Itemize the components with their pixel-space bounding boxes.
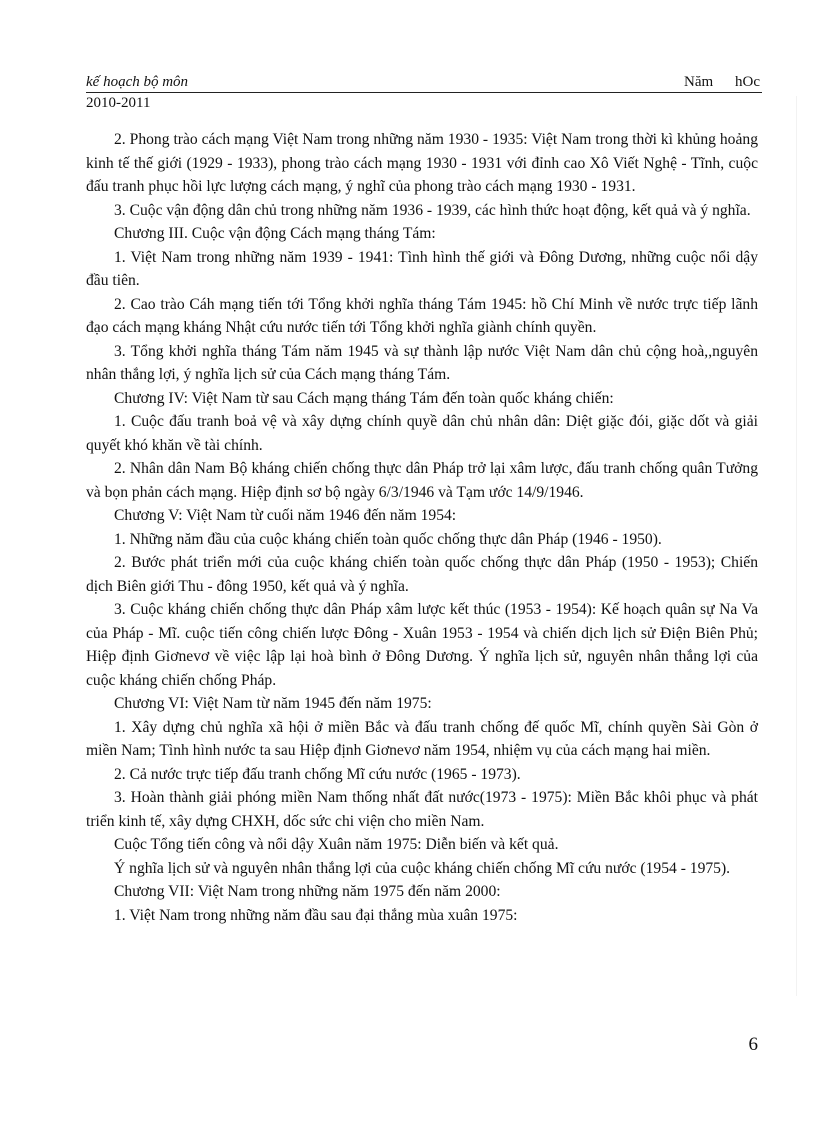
document-body	[86, 128, 758, 927]
paragraph: 2. Nhân dân Nam Bộ kháng chiến chống thực dân Pháp trở lại xâm lược, đấu tranh chống quân Tưởng và bọn phản cách mạng. Hiệp định sơ bộ ngày 6/3/1946 và Tạm ước 14/9/1946.	[86, 460, 758, 501]
chapter-heading: Chương IV: Việt Nam từ sau Cách mạng tháng Tám đến toàn quốc kháng chiến:	[114, 389, 614, 407]
paragraph: 3. Cuộc vận động dân chủ trong những năm 1936 - 1939, các hình thức hoạt động, kết quả và ý nghĩa.	[114, 201, 751, 219]
header-year-label: Năm	[684, 74, 714, 90]
paragraph: 1. Xây dựng chủ nghĩa xã hội ở miền Bắc và đấu tranh chống đế quốc Mĩ, chính quyền Sài Gòn ở miền Nam; Tình hình nước ta sau Hiệp định Giơnevơ năm 1954, nhiệm vụ của cách mạng hai miền.	[86, 718, 758, 759]
paragraph: 1. Những năm đầu của cuộc kháng chiến toàn quốc chống thực dân Pháp (1946 - 1950).	[114, 530, 662, 548]
paragraph: Cuộc Tổng tiến công và nổi dậy Xuân năm 1975: Diễn biến và kết quả.	[114, 836, 559, 853]
header-term-label: hOc	[735, 74, 760, 90]
paragraph: 2. Phong trào cách mạng Việt Nam trong những năm 1930 - 1935: Việt Nam trong thời kì khủng hoảng kinh tế thế giới (1929 - 1933), phong trào cách mạng 1930 - 1931 với đỉnh cao Xô Viết Nghệ - Tĩnh, cuộc đấu tranh phục hồi lực lượng cách mạng, ý nghĩ của phong trào cách mạng 1930 - 1931.	[86, 131, 758, 195]
paragraph: 2. Cao trào Cáh mạng tiến tới Tổng khởi nghĩa tháng Tám 1945: hồ Chí Minh về nước trực tiếp lãnh đạo cách mạng kháng Nhật cứu nước tiến tới Tổng khởi nghĩa giành chính quyền.	[86, 295, 758, 336]
chapter-heading: Chương VII: Việt Nam trong những năm 1975 đến năm 2000:	[114, 883, 501, 900]
paragraph: 1. Việt Nam trong những năm đầu sau đại thắng mùa xuân 1975:	[114, 906, 518, 924]
chapter-heading: Chương VI: Việt Nam từ năm 1945 đến năm 1975:	[114, 695, 432, 712]
page-edge-line	[796, 96, 797, 996]
header-title: kế hoạch bộ môn	[86, 74, 189, 90]
paragraph: Ý nghĩa lịch sử và nguyên nhân thắng lợi của cuộc kháng chiến chống Mĩ cứu nước (1954 - 1975).	[114, 859, 731, 877]
chapter-heading: Chương V: Việt Nam từ cuối năm 1946 đến năm 1954:	[114, 507, 457, 524]
paragraph: 3. Cuộc kháng chiến chống thực dân Pháp xâm lược kết thúc (1953 - 1954): Kế hoạch quân sự Na Va của Pháp - Mĩ. cuộc tiến công chiến lược Đông - Xuân 1953 - 1954 và chiến dịch lịch sử Điện Biên Phủ; Hiệp định Giơnevơ về việc lập lại hoà bình ở Đông Dương. Ý nghĩa lịch sử, nguyên nhân thắng lợi của cuộc kháng chiến chống Pháp.	[86, 601, 758, 689]
paragraph: 1. Việt Nam trong những năm 1939 - 1941: Tình hình thế giới và Đông Dương, những cuộc nổi dậy đầu tiên.	[86, 248, 758, 289]
chapter-heading: Chương III. Cuộc vận động Cách mạng tháng Tám:	[114, 225, 436, 242]
page-header	[86, 72, 762, 93]
paragraph: 2. Cả nước trực tiếp đấu tranh chống Mĩ cứu nước (1965 - 1973).	[114, 765, 521, 783]
paragraph: 3. Hoàn thành giải phóng miền Nam thống nhất đất nước(1973 - 1975): Miền Bắc khôi phục và phát triển kinh tế, xây dựng CHXH, dốc sức chi viện cho miền Nam.	[86, 789, 758, 830]
paragraph: 2. Bước phát triển mới của cuộc kháng chiến toàn quốc chống thực dân Pháp (1950 - 1953); Chiến dịch Biên giới Thu - đông 1950, kết quả và ý nghĩa.	[86, 554, 758, 595]
paragraph: 1. Cuộc đấu tranh boả vệ và xây dựng chính quyề dân chủ nhân dân: Diệt giặc đói, giặc dốt và giải quyết khó khăn về tài chính.	[86, 413, 758, 454]
paragraph: 3. Tổng khởi nghĩa tháng Tám năm 1945 và sự thành lập nước Việt Nam dân chủ cộng hoà,,nguyên nhân thắng lợi, ý nghĩa lịch sử của Cách mạng tháng Tám.	[86, 342, 758, 383]
header-school-year: 2010-2011	[86, 95, 151, 111]
page-number: 6	[748, 1034, 758, 1055]
